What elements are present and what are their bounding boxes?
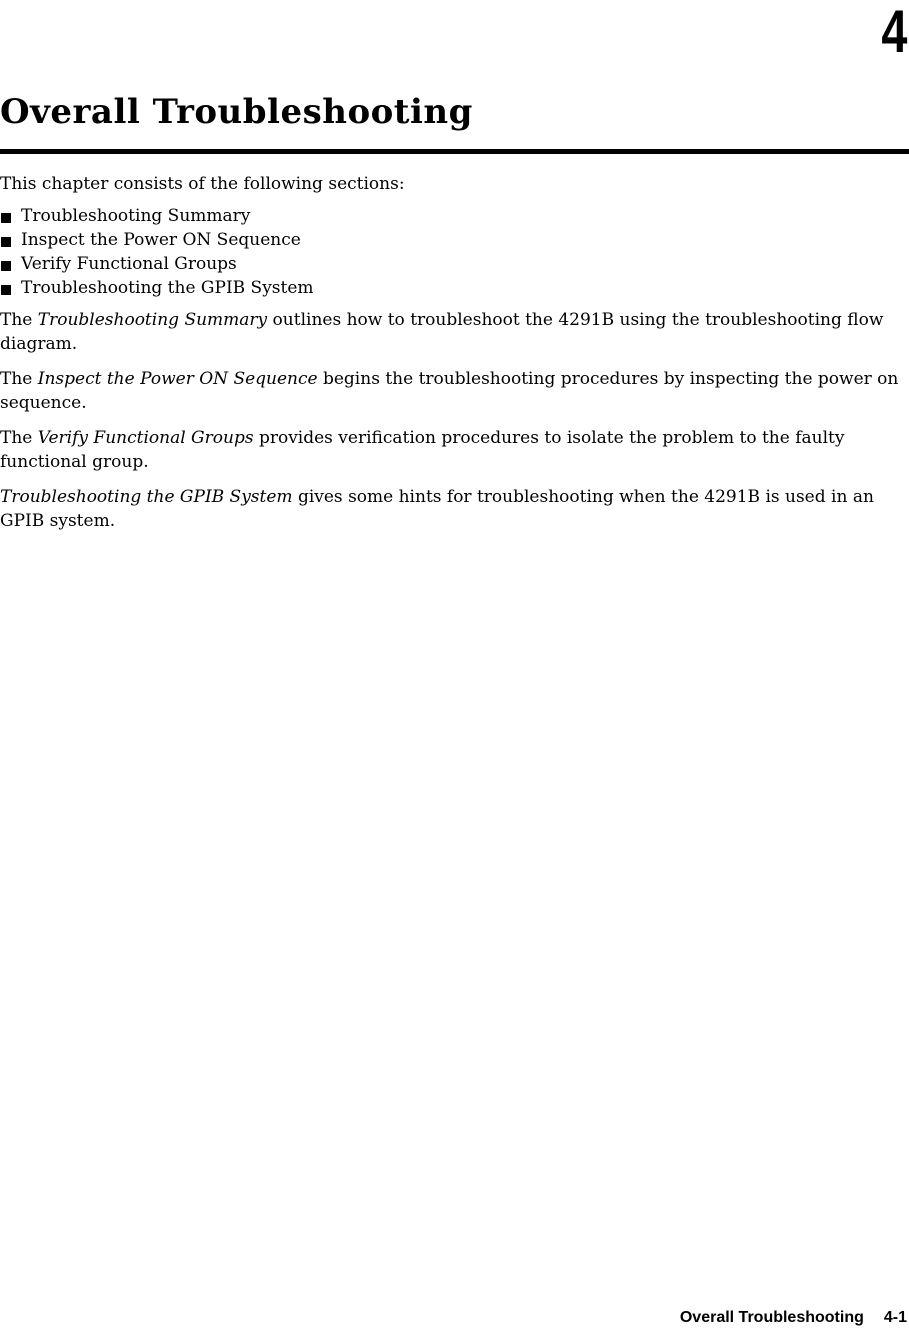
paragraph-lead: The	[0, 428, 38, 448]
bullet-square-icon	[1, 237, 11, 247]
list-item	[0, 252, 905, 276]
list-item	[0, 276, 905, 300]
section-reference: Inspect the Power ON Sequence	[37, 369, 318, 389]
page-footer	[680, 1309, 907, 1327]
list-item-label: Troubleshooting Summary	[21, 206, 251, 226]
section-list	[0, 204, 905, 300]
list-item-label: Troubleshooting the GPIB System	[21, 278, 314, 298]
paragraph-text: begins the troubleshooting procedures by inspecting the power on sequence.	[0, 369, 899, 413]
paragraph-gpib	[0, 485, 905, 533]
paragraph-text: gives some hints for troubleshooting when the 4291B is used in an GPIB system.	[0, 487, 874, 531]
list-item	[0, 204, 905, 228]
page-number: 4-1	[883, 1309, 907, 1326]
list-item	[0, 228, 905, 252]
section-reference: Troubleshooting Summary	[37, 310, 268, 330]
chapter-number: 4	[880, 0, 907, 65]
paragraph-lead: The	[0, 310, 38, 330]
list-item-label: Verify Functional Groups	[21, 254, 237, 274]
chapter-content	[0, 172, 905, 544]
paragraph-lead: The	[0, 369, 38, 389]
section-reference: Troubleshooting the GPIB System	[0, 487, 293, 507]
paragraph-functional-groups	[0, 426, 905, 474]
paragraph-text: outlines how to troubleshoot the 4291B using the troubleshooting flow diagram.	[0, 310, 884, 354]
title-rule	[0, 149, 909, 154]
paragraph-power-on	[0, 367, 905, 415]
paragraph-text: provides verification procedures to isolate the problem to the faulty functional group.	[0, 428, 845, 472]
section-reference: Verify Functional Groups	[37, 428, 254, 448]
bullet-square-icon	[1, 285, 11, 295]
paragraph-summary	[0, 308, 905, 356]
chapter-title: Overall Troubleshooting	[0, 92, 473, 132]
bullet-square-icon	[1, 261, 11, 271]
list-item-label: Inspect the Power ON Sequence	[21, 230, 301, 250]
bullet-square-icon	[1, 213, 11, 223]
footer-section-title: Overall Troubleshooting	[679, 1309, 864, 1326]
intro-text: This chapter consists of the following sections:	[0, 174, 405, 194]
